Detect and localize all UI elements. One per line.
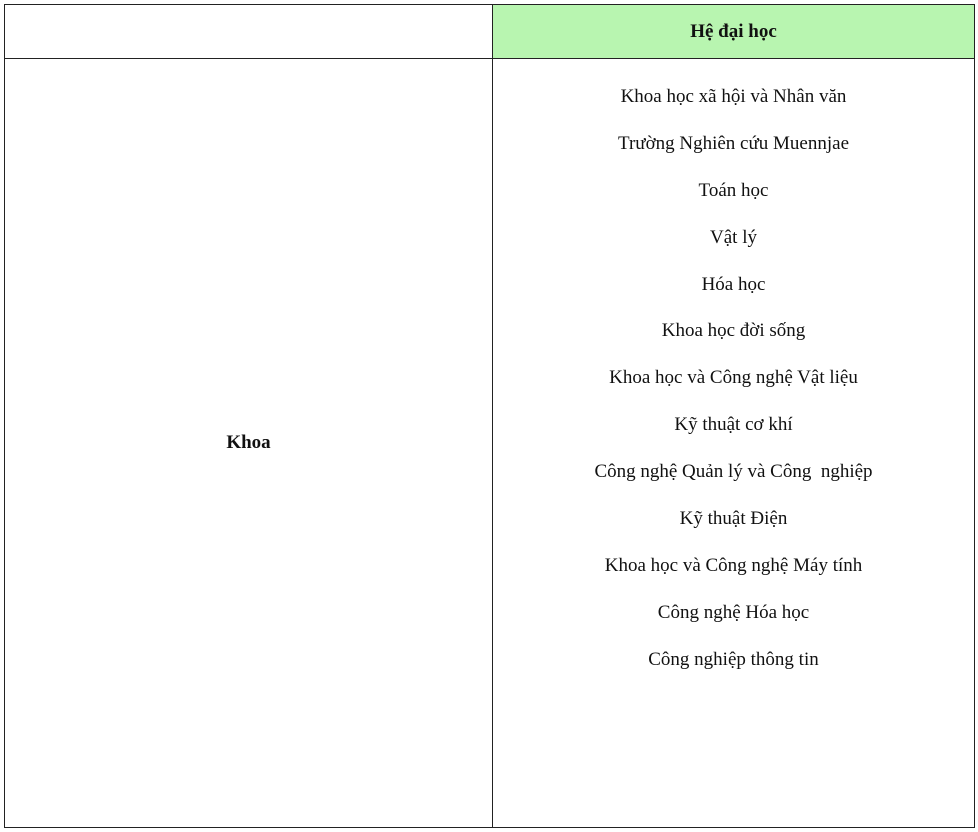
faculty-row [5,59,975,828]
list-item: Vật lý [710,226,757,248]
list-item: Trường Nghiên cứu Muennjae [618,132,849,154]
list-item: Công nghiệp thông tin [648,648,819,670]
list-item: Khoa học đời sống [661,320,806,342]
list-item: Kỹ thuật cơ khí [674,414,793,436]
faculty-table [4,4,975,828]
list-item: Khoa học và Công nghệ Máy tính [604,554,863,576]
list-item: Toán học [698,179,769,201]
blank-header-cell [5,5,493,59]
faculty-list [493,59,974,671]
list-item: Khoa học và Công nghệ Vật liệu [609,367,858,389]
program-header-cell: Hệ đại học [493,5,975,59]
list-item: Công nghệ Quản lý và Công nghiệp [594,461,873,483]
faculty-list-cell [493,59,975,828]
list-item: Kỹ thuật Điện [679,508,788,530]
header-row [5,5,975,59]
list-item: Khoa học xã hội và Nhân văn [620,86,847,107]
row-label-cell: Khoa [5,59,493,828]
list-item: Công nghệ Hóa học [657,601,810,623]
list-item: Hóa học [701,273,766,295]
